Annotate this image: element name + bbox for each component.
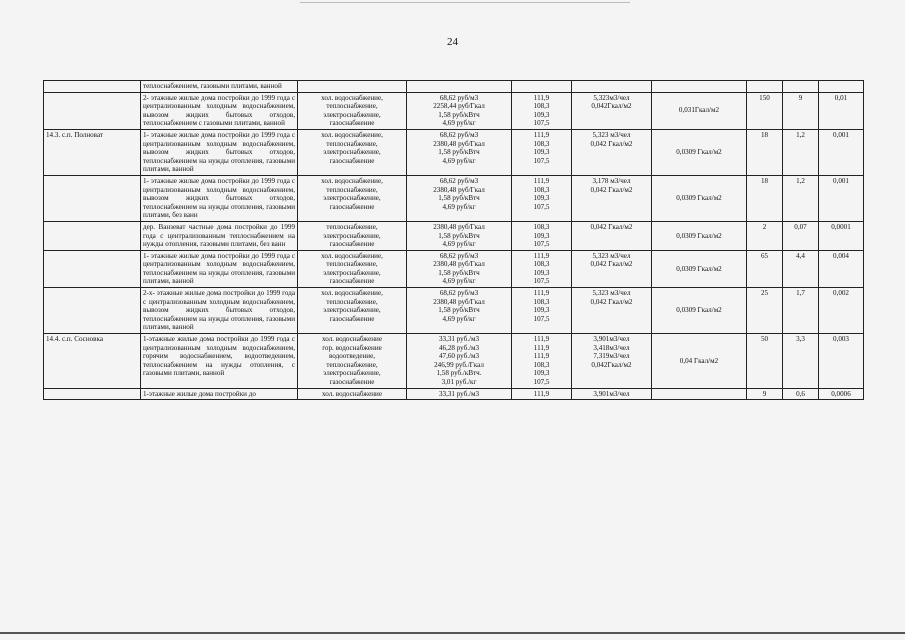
norms-cell — [572, 334, 652, 389]
services-line: газоснабжение — [329, 277, 375, 286]
norm2-value: 0,0309 Гкал/м2 — [676, 264, 722, 273]
housing-description: 2- этажные жилые дома постройки до 1999 года с централизованным холодным водоснабжением, вывозом жидких бытовых отходов, теплоснабжением с газовыми плитами, ванной — [143, 93, 295, 128]
tariffs-line: 4,69 руб/кг — [442, 314, 476, 323]
services-line: газоснабжение — [329, 240, 375, 249]
table-row — [44, 175, 864, 221]
norms-line: 7,319м3/чел — [593, 352, 630, 361]
norm2-value: 0,0309 Гкал/м2 — [676, 306, 722, 315]
housing-description: 1- этажные жилые дома постройки до 1999 года с централизованным холодным водоснабжением, вывозом жидких бытовых отходов, теплоснабжением на нужды отопления, газовыми плитами, ванной — [143, 130, 295, 174]
indices-line: 107,5 — [533, 202, 550, 211]
page-number: 24 — [447, 36, 458, 48]
norm2-cell — [652, 334, 747, 389]
indices-line: 111,9 — [533, 389, 550, 398]
services-line: теплоснабжение, — [326, 102, 378, 111]
n3-cell — [819, 175, 864, 221]
services-cell — [298, 81, 407, 93]
indices-line: 111,9 — [533, 176, 550, 185]
n3-value: 0,01 — [834, 93, 848, 102]
norms-cell — [572, 221, 652, 250]
tariffs-line: 68,62 руб/м3 — [439, 176, 479, 185]
n1-value: 150 — [759, 93, 770, 102]
norms-cell — [572, 388, 652, 400]
services-line: водоотведение, — [329, 352, 375, 361]
tariffs-line: 68,62 руб/м3 — [439, 251, 479, 260]
tariffs-cell — [407, 288, 512, 334]
tariffs-line: 2258,44 руб/Гкал — [433, 102, 485, 111]
norms-line: 3,901м3/чел — [593, 335, 630, 344]
settlement-name: 14.3. с.п. Полноват — [46, 130, 104, 139]
tariffs-line: 33,31 руб./м3 — [438, 389, 480, 398]
services-line: газоснабжение — [329, 119, 375, 128]
n3-cell — [819, 221, 864, 250]
table-row — [44, 334, 864, 389]
tariffs-line: 46,28 руб./м3 — [438, 343, 480, 352]
services-line: электроснабжение, — [323, 268, 381, 277]
services-line: электроснабжение, — [323, 148, 381, 157]
tariffs-cell — [407, 129, 512, 175]
tariffs-cell — [407, 250, 512, 287]
indices-line: 109,3 — [533, 194, 550, 203]
norms-line: 0,042 Гкал/м2 — [590, 222, 633, 231]
n1-value: 9 — [762, 389, 767, 398]
tariffs-line: 2380,48 руб/Гкал — [433, 222, 485, 231]
n3-value: 0,004 — [833, 251, 849, 260]
settlement-cell — [44, 175, 141, 221]
tariffs-line: 2380,48 руб/Гкал — [433, 260, 485, 269]
n2-value: 9 — [798, 93, 803, 102]
n3-cell — [819, 334, 864, 389]
indices-line: 108,3 — [533, 102, 550, 111]
n2-cell — [783, 221, 819, 250]
services-line: теплоснабжение, — [326, 222, 378, 231]
tariffs-line: 1,58 руб/кВтч — [438, 231, 480, 240]
n2-value: 1,2 — [796, 130, 805, 139]
settlement-cell — [44, 81, 141, 93]
norms-cell — [572, 288, 652, 334]
indices-cell — [512, 334, 572, 389]
norm2-value: 0,0309 Гкал/м2 — [676, 231, 722, 240]
settlement-cell — [44, 388, 141, 400]
housing-description-cell — [141, 81, 298, 93]
n1-cell — [747, 81, 783, 93]
settlement-cell — [44, 250, 141, 287]
indices-line: 109,3 — [533, 306, 550, 315]
tariffs-line: 3,01 руб./кг — [441, 378, 477, 386]
indices-line: 107,5 — [533, 119, 550, 128]
tariffs-line: 4,69 руб/кг — [442, 156, 476, 165]
services-line: теплоснабжение, — [326, 185, 378, 194]
tariffs-cell — [407, 221, 512, 250]
scan-bottom-rule — [0, 632, 905, 634]
n2-cell — [783, 129, 819, 175]
services-cell — [298, 221, 407, 250]
services-line: хол. водоснабжение — [321, 335, 383, 344]
services-line: теплоснабжение, — [326, 260, 378, 269]
housing-description: 1- этажные жилые дома постройки до 1999 года с централизованным холодным водоснабжением, вывозом жидких бытовых отходов, теплоснабжением на нужды отопления, газовыми плитами, без ванн — [143, 176, 295, 220]
norm2-cell — [652, 129, 747, 175]
services-cell — [298, 250, 407, 287]
norms-line: 0,042 Гкал/м2 — [590, 297, 633, 306]
services-line: теплоснабжение, — [326, 360, 378, 369]
n2-cell — [783, 175, 819, 221]
n3-cell — [819, 92, 864, 129]
indices-line: 111,9 — [533, 130, 550, 139]
tariffs-line: 68,62 руб/м3 — [439, 289, 479, 298]
settlement-cell — [44, 92, 141, 129]
tariffs-line: 1,58 руб/кВтч — [438, 268, 480, 277]
indices-cell — [512, 129, 572, 175]
indices-cell — [512, 250, 572, 287]
norms-line: 0,042 Гкал/м2 — [590, 260, 633, 269]
tariffs-cell — [407, 81, 512, 93]
tariffs-line: 1,58 руб/кВтч — [438, 110, 480, 119]
services-line: электроснабжение, — [323, 110, 381, 119]
indices-line: 108,3 — [533, 185, 550, 194]
housing-description: 1-этажные жилые дома постройки до 1999 года с централизованным холодным водоснабжением, горячим водоснабжением, водоотведением, теплоснабжением на нужды отопления, с газовыми плитами, ванной — [143, 335, 295, 378]
norms-line: 5,323 м3/чел — [592, 251, 631, 260]
n3-value: 0,0006 — [831, 389, 851, 398]
indices-line: 111,9 — [533, 93, 550, 102]
n3-value: 0,002 — [833, 289, 849, 298]
services-cell — [298, 175, 407, 221]
n3-cell — [819, 288, 864, 334]
norms-cell — [572, 81, 652, 93]
norms-cell — [572, 250, 652, 287]
housing-description-cell — [141, 288, 298, 334]
tariffs-line: 1,58 руб/кВтч — [438, 194, 480, 203]
services-cell — [298, 129, 407, 175]
norm2-cell — [652, 250, 747, 287]
norms-line: 0,042Гкал/м2 — [591, 360, 632, 369]
norms-cell — [572, 129, 652, 175]
indices-cell — [512, 175, 572, 221]
n3-cell — [819, 388, 864, 400]
table-row — [44, 388, 864, 400]
tariff-table — [43, 80, 864, 400]
services-line: хол. водоснабжение — [321, 389, 383, 398]
indices-line: 109,3 — [533, 231, 550, 240]
n2-cell — [783, 92, 819, 129]
n2-cell — [783, 81, 819, 93]
services-cell — [298, 334, 407, 389]
indices-line: 107,5 — [533, 156, 550, 165]
indices-line: 109,3 — [533, 110, 550, 119]
indices-line: 107,5 — [533, 240, 550, 249]
n2-value: 1,2 — [796, 176, 805, 185]
indices-line: 107,5 — [533, 277, 550, 286]
norms-line: 3,418м3/чел — [593, 343, 630, 352]
table-row — [44, 250, 864, 287]
indices-cell — [512, 288, 572, 334]
services-line: гор. водоснабжение — [322, 343, 382, 352]
tariffs-line: 4,69 руб/кг — [442, 119, 476, 128]
services-line: электроснабжение, — [323, 306, 381, 315]
norms-line: 0,042 Гкал/м2 — [590, 185, 633, 194]
norms-cell — [572, 175, 652, 221]
n2-value: 0,6 — [796, 389, 805, 398]
n1-cell — [747, 388, 783, 400]
housing-description-cell — [141, 388, 298, 400]
norms-line: 3,178 м3/чел — [592, 176, 631, 185]
indices-line: 108,3 — [533, 222, 550, 231]
services-line: теплоснабжение, — [326, 139, 378, 148]
housing-description-cell — [141, 250, 298, 287]
services-line: электроснабжение, — [323, 194, 381, 203]
housing-description: 2-х- этажные жилые дома постройки до 1999 года с централизованным холодным водоснабжением, вывозом жидких бытовых отходов, теплоснабжением на нужды отопления, газовыми плитами, ванной — [143, 289, 295, 332]
services-line: электроснабжение, — [323, 231, 381, 240]
n3-cell — [819, 250, 864, 287]
norm2-cell — [652, 92, 747, 129]
indices-line: 109,3 — [533, 369, 550, 378]
tariffs-line: 1,58 руб/кВтч — [438, 148, 480, 157]
tariffs-line: 68,62 руб/м3 — [439, 130, 479, 139]
n1-cell — [747, 250, 783, 287]
housing-description: дер. Ванзеват частные дома постройки до 1999 года с централизованным теплоснабжением на нужды отопления, газовыми плитами, без ванн — [143, 222, 295, 249]
scan-top-rule — [300, 2, 630, 3]
n1-value: 50 — [760, 335, 769, 344]
norms-line: 3,901м3/чел — [593, 389, 630, 398]
norm2-value: 0,0309 Гкал/м2 — [676, 148, 722, 157]
housing-description-cell — [141, 175, 298, 221]
indices-line: 109,3 — [533, 268, 550, 277]
services-line: хол. водоснабжение, — [321, 176, 383, 185]
norm2-cell — [652, 288, 747, 334]
n2-cell — [783, 334, 819, 389]
norms-line: 0,042 Гкал/м2 — [590, 139, 633, 148]
table-row — [44, 92, 864, 129]
housing-description: теплоснабжением, газовыми плитами, ванной — [143, 82, 282, 90]
settlement-name: 14.4. с.п. Сосновка — [46, 335, 104, 344]
housing-description-cell — [141, 92, 298, 129]
norm2-cell — [652, 175, 747, 221]
tariffs-cell — [407, 388, 512, 400]
indices-cell — [512, 92, 572, 129]
tariffs-line: 4,69 руб/кг — [442, 202, 476, 211]
norm2-cell — [652, 221, 747, 250]
n1-cell — [747, 288, 783, 334]
settlement-cell — [44, 129, 141, 175]
indices-line: 108,3 — [533, 360, 550, 369]
n1-cell — [747, 221, 783, 250]
n2-cell — [783, 288, 819, 334]
indices-line: 108,3 — [533, 260, 550, 269]
indices-line: 111,9 — [533, 343, 550, 352]
indices-line: 108,3 — [533, 297, 550, 306]
norm2-cell — [652, 388, 747, 400]
services-cell — [298, 92, 407, 129]
n2-cell — [783, 250, 819, 287]
tariffs-line: 2380,48 руб/Гкал — [433, 297, 485, 306]
n1-value: 18 — [760, 130, 769, 139]
settlement-cell — [44, 221, 141, 250]
settlement-cell — [44, 334, 141, 389]
housing-description-cell — [141, 334, 298, 389]
norm2-value: 0,04 Гкал/м2 — [679, 356, 719, 365]
tariffs-line: 4,69 руб/кг — [442, 277, 476, 286]
n1-cell — [747, 175, 783, 221]
tariffs-line: 68,62 руб/м3 — [439, 93, 479, 102]
norms-line: 5,323 м3/чел — [592, 289, 631, 298]
indices-line: 109,3 — [533, 148, 550, 157]
n3-value: 0,0001 — [831, 222, 851, 231]
services-cell — [298, 388, 407, 400]
n3-cell — [819, 129, 864, 175]
table-row — [44, 129, 864, 175]
n1-value: 2 — [762, 222, 767, 231]
services-line: теплоснабжение, — [326, 297, 378, 306]
indices-cell — [512, 221, 572, 250]
indices-line: 108,3 — [533, 139, 550, 148]
indices-line: 111,9 — [533, 335, 550, 344]
n2-value: 1,7 — [796, 289, 805, 298]
n2-value: 3,3 — [796, 335, 805, 344]
n2-value: 4,4 — [796, 251, 805, 260]
tariffs-line: 2380,48 руб/Гкал — [433, 185, 485, 194]
services-line: газоснабжение — [329, 378, 375, 386]
norm2-value: 0,031Гкал/м2 — [678, 106, 720, 115]
tariffs-cell — [407, 334, 512, 389]
services-line: хол. водоснабжение, — [321, 93, 383, 102]
settlement-cell — [44, 288, 141, 334]
services-line: газоснабжение — [329, 314, 375, 323]
tariffs-line: 1,58 руб./кВтч. — [436, 369, 482, 378]
indices-cell — [512, 81, 572, 93]
n2-value: 0,07 — [794, 222, 807, 231]
services-line: хол. водоснабжение, — [321, 251, 383, 260]
tariffs-cell — [407, 92, 512, 129]
services-line: электроснабжение, — [323, 369, 381, 378]
table-row — [44, 221, 864, 250]
services-line: хол. водоснабжение, — [321, 289, 383, 298]
tariff-table-body — [44, 81, 864, 400]
tariffs-line: 47,60 руб./м3 — [438, 352, 480, 361]
tariffs-line: 33,31 руб./м3 — [438, 335, 480, 344]
tariffs-line: 2380,48 руб/Гкал — [433, 139, 485, 148]
n3-value: 0,001 — [833, 176, 849, 185]
indices-line: 111,9 — [533, 289, 550, 298]
n1-value: 25 — [760, 289, 769, 298]
table-row — [44, 288, 864, 334]
housing-description: 1-этажные жилые дома постройки до — [143, 389, 256, 398]
indices-line: 107,5 — [533, 314, 550, 323]
table-row — [44, 81, 864, 93]
n1-value: 65 — [760, 251, 769, 260]
n3-value: 0,003 — [833, 335, 849, 344]
tariffs-line: 1,58 руб/кВтч — [438, 306, 480, 315]
services-cell — [298, 288, 407, 334]
n1-cell — [747, 129, 783, 175]
norm2-value: 0,0309 Гкал/м2 — [676, 194, 722, 203]
norms-line: 0,042Гкал/м2 — [591, 102, 632, 111]
norms-cell — [572, 92, 652, 129]
tariffs-line: 4,69 руб/кг — [442, 240, 476, 249]
norms-line: 5,323м3/чел — [593, 93, 630, 102]
norm2-cell — [652, 81, 747, 93]
indices-cell — [512, 388, 572, 400]
services-line: газоснабжение — [329, 202, 375, 211]
tariffs-cell — [407, 175, 512, 221]
n2-cell — [783, 388, 819, 400]
housing-description: 1- этажные жилые дома постройки до 1999 года с централизованным холодным водоснабжением, теплоснабжением на нужды отопления, газовыми плитами, ванной — [143, 251, 295, 286]
n1-cell — [747, 92, 783, 129]
n1-cell — [747, 334, 783, 389]
norms-line: 5,323 м3/чел — [592, 130, 631, 139]
n3-cell — [819, 81, 864, 93]
services-line: хол. водоснабжение, — [321, 130, 383, 139]
indices-line: 111,9 — [533, 352, 550, 361]
indices-line: 111,9 — [533, 251, 550, 260]
n3-value: 0,001 — [833, 130, 849, 139]
housing-description-cell — [141, 129, 298, 175]
housing-description-cell — [141, 221, 298, 250]
n1-value: 18 — [760, 176, 769, 185]
indices-line: 107,5 — [533, 378, 550, 386]
services-line: газоснабжение — [329, 156, 375, 165]
tariffs-line: 246,99 руб./Гкал — [434, 360, 484, 369]
